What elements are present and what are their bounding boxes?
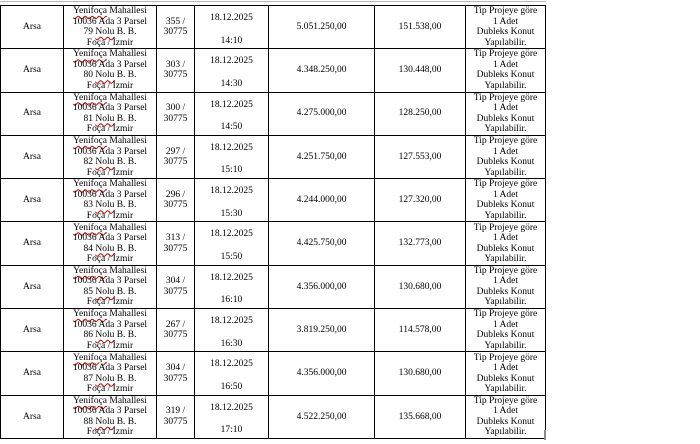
property-type-label: Arsa — [23, 21, 41, 32]
cell-amount — [269, 6, 375, 49]
description-line-3: Dubleks Konut — [476, 157, 535, 168]
cell-land-share — [157, 93, 195, 136]
cell-land-share — [157, 222, 195, 265]
unit-amount-value: 130.448,00 — [398, 65, 442, 76]
unit-number: 83 — [83, 200, 96, 211]
address-line-1 — [73, 223, 147, 234]
cell-land-share — [157, 179, 195, 222]
misspelled-word: Yenifoça — [73, 6, 108, 17]
share-denominator: 30775 — [163, 27, 188, 38]
table-row — [1, 179, 546, 222]
description-line-3: Dubleks Konut — [476, 330, 535, 341]
description-line-2: 1 Adet — [492, 189, 519, 200]
description-line-2: 1 Adet — [492, 59, 519, 70]
cell-datetime — [195, 49, 269, 92]
address-line-3 — [83, 114, 136, 125]
share-denominator: 30775 — [163, 330, 188, 341]
description-line-2: 1 Adet — [492, 103, 519, 114]
misspelled-word: Nolu — [95, 330, 115, 341]
cell-property-type — [1, 6, 64, 49]
auction-date: 18.12.2025 — [210, 99, 253, 110]
table-row — [1, 309, 546, 352]
cell-unit-amount — [375, 266, 466, 309]
cell-address — [64, 179, 157, 222]
auction-date: 18.12.2025 — [210, 272, 253, 283]
address-line-4: Foça / İzmir — [86, 297, 134, 308]
description-line-2: 1 Adet — [492, 16, 519, 27]
address-line-3 — [83, 330, 136, 341]
unit-amount-value: 135.668,00 — [398, 411, 442, 422]
auction-time: 15:30 — [220, 208, 243, 219]
address-line-1 — [73, 136, 147, 147]
address-line-3 — [83, 417, 136, 428]
address-line-3 — [83, 287, 136, 298]
share-denominator: 30775 — [163, 286, 188, 297]
auction-date: 18.12.2025 — [210, 13, 253, 23]
misspelled-word: Yenifoça — [73, 49, 108, 60]
misspelled-word: Yenifoça — [73, 92, 108, 103]
share-numerator: 267 / — [165, 319, 186, 330]
cell-address — [64, 396, 157, 439]
auction-time: 14:30 — [220, 78, 243, 89]
address-line-1 — [73, 266, 147, 277]
description-line-2: 1 Adet — [492, 276, 519, 287]
description-line-2: 1 Adet — [492, 233, 519, 244]
property-type-label: Arsa — [23, 411, 41, 422]
cell-unit-amount — [375, 49, 466, 92]
address-rest-1: Mahallesi — [107, 6, 147, 17]
address-rest-1: Mahallesi — [107, 309, 147, 320]
description-line-1: Tip Projeye göre — [473, 352, 538, 363]
description-line-1: Tip Projeye göre — [473, 6, 538, 17]
misspelled-word: Nolu — [95, 416, 115, 427]
unit-amount-value: 130.680,00 — [398, 281, 442, 292]
description-line-1: Tip Projeye göre — [473, 179, 538, 190]
auction-time: 15:10 — [220, 165, 243, 176]
address-line-1 — [73, 93, 147, 104]
share-numerator: 296 / — [165, 189, 186, 200]
unit-amount-value: 132.773,00 — [398, 238, 442, 249]
cell-amount — [269, 352, 375, 395]
address-line-3 — [83, 157, 136, 168]
amount-value: 4.251.750,00 — [296, 151, 347, 162]
address-line-1 — [73, 179, 147, 190]
amount-value: 5.051.250,00 — [296, 21, 347, 32]
cell-description — [466, 222, 546, 265]
cell-amount — [269, 266, 375, 309]
description-line-2: 1 Adet — [492, 406, 519, 417]
address-line-4: Foça / İzmir — [86, 37, 134, 48]
address-rest-1: Mahallesi — [107, 265, 147, 276]
auction-time: 14:50 — [220, 122, 243, 133]
description-line-3: Dubleks Konut — [476, 286, 535, 297]
cell-amount — [269, 93, 375, 136]
cell-address — [64, 266, 157, 309]
cell-amount — [269, 179, 375, 222]
address-line-2: 10036 Ada 3 Parsel — [72, 406, 148, 417]
cell-unit-amount — [375, 93, 466, 136]
property-type-label: Arsa — [23, 324, 41, 335]
address-line-2: 10036 Ada 3 Parsel — [72, 233, 148, 244]
text-cursor-mark — [544, 430, 546, 440]
amount-value: 3.819.250,00 — [296, 324, 347, 335]
share-numerator: 300 / — [165, 103, 186, 114]
table-row — [1, 6, 546, 49]
description-line-4: Yapılabilir. — [484, 210, 527, 221]
unit-number: 81 — [83, 113, 96, 124]
description-line-2: 1 Adet — [492, 146, 519, 157]
address-line-2: 10036 Ada 3 Parsel — [72, 59, 148, 70]
share-numerator: 319 / — [165, 406, 186, 417]
auction-date: 18.12.2025 — [210, 402, 253, 413]
share-denominator: 30775 — [163, 70, 188, 81]
amount-value: 4.356.000,00 — [296, 281, 347, 292]
auction-date: 18.12.2025 — [210, 142, 253, 153]
description-line-4: Yapılabilir. — [484, 37, 527, 48]
cell-description — [466, 93, 546, 136]
misspelled-word: Nolu — [95, 373, 115, 384]
address-rest-1: Mahallesi — [107, 92, 147, 103]
misspelled-word: Nolu — [95, 113, 115, 124]
address-line-1 — [73, 353, 147, 364]
misspelled-word: Yenifoça — [73, 309, 108, 320]
description-line-1: Tip Projeye göre — [473, 92, 538, 103]
share-numerator: 304 / — [165, 363, 186, 374]
cell-description — [466, 396, 546, 439]
auction-date: 18.12.2025 — [210, 186, 253, 197]
description-line-4: Yapılabilir. — [484, 167, 527, 178]
cell-address — [64, 222, 157, 265]
description-line-4: Yapılabilir. — [484, 427, 527, 438]
description-line-4: Yapılabilir. — [484, 254, 527, 265]
description-line-4: Yapılabilir. — [484, 297, 527, 308]
misspelled-word: Yenifoça — [73, 222, 108, 233]
address-rest-3: B. B. — [114, 330, 137, 341]
address-rest-3: B. B. — [114, 27, 137, 38]
unit-amount-value: 151.538,00 — [398, 21, 442, 32]
cell-property-type — [1, 93, 64, 136]
table-row — [1, 352, 546, 395]
address-line-1 — [73, 6, 147, 17]
cell-land-share — [157, 309, 195, 352]
cell-amount — [269, 222, 375, 265]
cell-datetime — [195, 266, 269, 309]
description-line-1: Tip Projeye göre — [473, 395, 538, 406]
description-line-3: Dubleks Konut — [476, 200, 535, 211]
misspelled-word: Nolu — [95, 157, 115, 168]
cell-address — [64, 309, 157, 352]
property-type-label: Arsa — [23, 368, 41, 379]
address-line-3 — [83, 27, 136, 38]
cell-datetime — [195, 136, 269, 179]
previous-row-edge-line — [0, 1, 546, 2]
unit-number: 79 — [83, 27, 96, 38]
share-denominator: 30775 — [163, 200, 188, 211]
misspelled-word: Yenifoça — [73, 136, 108, 147]
cell-datetime — [195, 6, 269, 49]
share-numerator: 355 / — [165, 16, 186, 27]
description-line-3: Dubleks Konut — [476, 70, 535, 81]
address-line-3 — [83, 200, 136, 211]
cell-unit-amount — [375, 179, 466, 222]
misspelled-word: Nolu — [95, 286, 115, 297]
cell-datetime — [195, 309, 269, 352]
unit-amount-value: 128.250,00 — [398, 108, 442, 119]
cell-property-type — [1, 309, 64, 352]
address-rest-3: B. B. — [114, 373, 137, 384]
cell-land-share — [157, 396, 195, 439]
address-line-4: Foça / İzmir — [86, 167, 134, 178]
address-rest-3: B. B. — [114, 243, 137, 254]
unit-amount-value: 130.680,00 — [398, 368, 442, 379]
unit-number: 86 — [83, 330, 96, 341]
address-rest-3: B. B. — [114, 70, 137, 81]
cell-description — [466, 352, 546, 395]
cell-unit-amount — [375, 136, 466, 179]
address-line-2: 10036 Ada 3 Parsel — [72, 276, 148, 287]
address-line-1 — [73, 309, 147, 320]
amount-value: 4.275.000,00 — [296, 108, 347, 119]
cell-datetime — [195, 93, 269, 136]
cell-unit-amount — [375, 309, 466, 352]
description-line-1: Tip Projeye göre — [473, 309, 538, 320]
unit-number: 82 — [83, 157, 96, 168]
address-line-3 — [83, 244, 136, 255]
address-rest-1: Mahallesi — [107, 395, 147, 406]
address-rest-3: B. B. — [114, 113, 137, 124]
unit-amount-value: 127.553,00 — [398, 151, 442, 162]
unit-number: 80 — [83, 70, 96, 81]
address-rest-1: Mahallesi — [107, 136, 147, 147]
address-line-1 — [73, 396, 147, 407]
misspelled-word: Nolu — [95, 243, 115, 254]
misspelled-word: Yenifoça — [73, 179, 108, 190]
address-line-2: 10036 Ada 3 Parsel — [72, 319, 148, 330]
address-line-2: 10036 Ada 3 Parsel — [72, 16, 148, 27]
cell-amount — [269, 49, 375, 92]
property-type-label: Arsa — [23, 151, 41, 162]
auction-date: 18.12.2025 — [210, 229, 253, 240]
address-line-2: 10036 Ada 3 Parsel — [72, 189, 148, 200]
auction-time: 15:50 — [220, 251, 243, 262]
cell-address — [64, 93, 157, 136]
auction-time: 16:30 — [220, 338, 243, 349]
unit-number: 84 — [83, 243, 96, 254]
amount-value: 4.425.750,00 — [296, 238, 347, 249]
cell-property-type — [1, 352, 64, 395]
address-rest-1: Mahallesi — [107, 222, 147, 233]
amount-value: 4.356.000,00 — [296, 368, 347, 379]
address-rest-1: Mahallesi — [107, 179, 147, 190]
address-line-4: Foça / İzmir — [86, 427, 134, 438]
misspelled-word: Yenifoça — [73, 265, 108, 276]
address-rest-3: B. B. — [114, 200, 137, 211]
share-numerator: 304 / — [165, 276, 186, 287]
cell-unit-amount — [375, 352, 466, 395]
misspelled-word: Yenifoça — [73, 352, 108, 363]
description-line-2: 1 Adet — [492, 319, 519, 330]
cell-amount — [269, 309, 375, 352]
unit-number: 88 — [83, 416, 96, 427]
cell-datetime — [195, 222, 269, 265]
table-row — [1, 266, 546, 309]
unit-amount-value: 127.320,00 — [398, 195, 442, 206]
address-line-1 — [73, 49, 147, 60]
cell-datetime — [195, 396, 269, 439]
cell-property-type — [1, 222, 64, 265]
address-line-4: Foça / İzmir — [86, 210, 134, 221]
address-line-3 — [83, 374, 136, 385]
misspelled-word: Yenifoça — [73, 395, 108, 406]
table-row — [1, 222, 546, 265]
cell-address — [64, 6, 157, 49]
description-line-3: Dubleks Konut — [476, 243, 535, 254]
description-line-4: Yapılabilir. — [484, 80, 527, 91]
address-line-4: Foça / İzmir — [86, 340, 134, 351]
address-line-2: 10036 Ada 3 Parsel — [72, 363, 148, 374]
misspelled-word: Nolu — [95, 27, 115, 38]
share-numerator: 297 / — [165, 146, 186, 157]
cell-address — [64, 136, 157, 179]
address-line-2: 10036 Ada 3 Parsel — [72, 146, 148, 157]
amount-value: 4.522.250,00 — [296, 411, 347, 422]
cell-land-share — [157, 49, 195, 92]
cell-address — [64, 352, 157, 395]
property-type-label: Arsa — [23, 195, 41, 206]
share-denominator: 30775 — [163, 113, 188, 124]
property-type-label: Arsa — [23, 238, 41, 249]
address-rest-3: B. B. — [114, 157, 137, 168]
description-line-4: Yapılabilir. — [484, 124, 527, 135]
cell-description — [466, 136, 546, 179]
amount-value: 4.348.250,00 — [296, 65, 347, 76]
description-line-1: Tip Projeye göre — [473, 265, 538, 276]
auction-time: 14:10 — [220, 35, 243, 46]
share-denominator: 30775 — [163, 157, 188, 168]
table-row — [1, 49, 546, 92]
cell-land-share — [157, 352, 195, 395]
auction-time: 17:10 — [220, 425, 243, 436]
description-line-3: Dubleks Konut — [476, 113, 535, 124]
share-denominator: 30775 — [163, 416, 188, 427]
auction-date: 18.12.2025 — [210, 316, 253, 327]
cell-datetime — [195, 179, 269, 222]
description-line-4: Yapılabilir. — [484, 384, 527, 395]
share-denominator: 30775 — [163, 243, 188, 254]
address-line-4: Foça / İzmir — [86, 254, 134, 265]
auction-time: 16:50 — [220, 381, 243, 392]
address-rest-3: B. B. — [114, 416, 137, 427]
cell-land-share — [157, 266, 195, 309]
cell-description — [466, 6, 546, 49]
unit-amount-value: 114.578,00 — [398, 324, 442, 335]
auction-time: 16:10 — [220, 295, 243, 306]
description-line-1: Tip Projeye göre — [473, 222, 538, 233]
share-numerator: 303 / — [165, 59, 186, 70]
table-row — [1, 396, 546, 439]
cell-unit-amount — [375, 396, 466, 439]
cell-amount — [269, 136, 375, 179]
share-numerator: 313 / — [165, 233, 186, 244]
description-line-4: Yapılabilir. — [484, 340, 527, 351]
cell-unit-amount — [375, 6, 466, 49]
address-rest-1: Mahallesi — [107, 49, 147, 60]
share-denominator: 30775 — [163, 373, 188, 384]
description-line-3: Dubleks Konut — [476, 416, 535, 427]
cell-property-type — [1, 266, 64, 309]
cell-description — [466, 179, 546, 222]
misspelled-word: Nolu — [95, 200, 115, 211]
property-type-label: Arsa — [23, 65, 41, 76]
address-rest-3: B. B. — [114, 286, 137, 297]
cell-property-type — [1, 396, 64, 439]
auction-date: 18.12.2025 — [210, 359, 253, 370]
cell-datetime — [195, 352, 269, 395]
cell-property-type — [1, 49, 64, 92]
auction-date: 18.12.2025 — [210, 56, 253, 67]
cell-land-share — [157, 136, 195, 179]
cell-unit-amount — [375, 222, 466, 265]
description-line-1: Tip Projeye göre — [473, 136, 538, 147]
cell-address — [64, 49, 157, 92]
description-line-1: Tip Projeye göre — [473, 49, 538, 60]
unit-number: 87 — [83, 373, 96, 384]
table-row — [1, 136, 546, 179]
cell-description — [466, 49, 546, 92]
cell-property-type — [1, 179, 64, 222]
address-line-4: Foça / İzmir — [86, 384, 134, 395]
cell-property-type — [1, 136, 64, 179]
address-line-4: Foça / İzmir — [86, 80, 134, 91]
address-line-2: 10036 Ada 3 Parsel — [72, 103, 148, 114]
cell-description — [466, 266, 546, 309]
amount-value: 4.244.000,00 — [296, 195, 347, 206]
property-type-label: Arsa — [23, 281, 41, 292]
description-line-2: 1 Adet — [492, 363, 519, 374]
property-type-label: Arsa — [23, 108, 41, 119]
cell-amount — [269, 396, 375, 439]
unit-number: 85 — [83, 286, 96, 297]
description-line-3: Dubleks Konut — [476, 27, 535, 38]
table-row — [1, 93, 546, 136]
misspelled-word: Nolu — [95, 70, 115, 81]
cell-land-share — [157, 6, 195, 49]
valuation-table — [0, 5, 546, 439]
address-line-3 — [83, 70, 136, 81]
address-rest-1: Mahallesi — [107, 352, 147, 363]
cell-description — [466, 309, 546, 352]
description-line-3: Dubleks Konut — [476, 373, 535, 384]
address-line-4: Foça / İzmir — [86, 124, 134, 135]
